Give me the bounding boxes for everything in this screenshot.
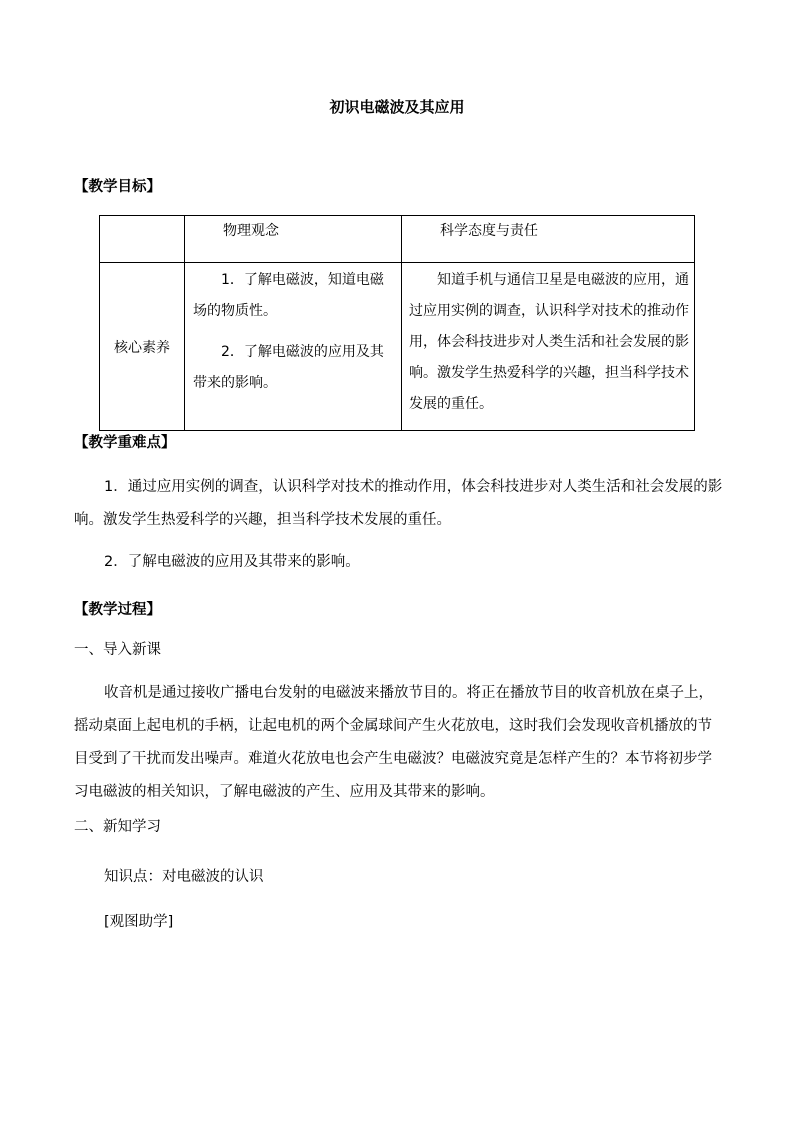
observe-label: [观图助学] — [104, 914, 174, 930]
knowledge-point: 知识点：对电磁波的认识 — [104, 869, 264, 885]
table-header-attitude — [402, 216, 695, 263]
table-header-row — [100, 216, 695, 263]
keypoint-2: 2．了解电磁波的应用及其带来的影响。 — [104, 554, 360, 570]
keypoint-1: 1．通过应用实例的调查，认识科学对技术的推动作用，体会科技进步对人类生活和社会发展的影响。激发学生热爱科学的兴趣，担当科学技术发展的重任。 — [74, 479, 723, 528]
physics-item-1: 1．了解电磁波，知道电磁场的物质性。 — [193, 272, 384, 319]
part1-title: 一、导入新课 — [74, 642, 161, 658]
part2-title: 二、新知学习 — [74, 819, 161, 835]
table-row-core — [100, 263, 695, 431]
table-header-attitude-label: 科学态度与责任 — [440, 223, 538, 239]
table-cell-physics — [185, 263, 402, 431]
physics-item-2: 2．了解电磁波的应用及其带来的影响。 — [193, 344, 384, 391]
table-header-physics-label: 物理观念 — [223, 223, 279, 239]
section-heading-process: 【教学过程】 — [74, 602, 161, 618]
attitude-text: 知道手机与通信卫星是电磁波的应用，通过应用实例的调查，认识科学对技术的推动作用，体会科技进步对人类生活和社会发展的影响。激发学生热爱科学的兴趣，担当科学技术发展的重任。 — [409, 272, 689, 412]
part1-text: 收音机是通过接收广播电台发射的电磁波来播放节目的。将正在播放节目的收音机放在桌子上，摇动桌面上起电机的手柄，让起电机的两个金属球间产生火花放电，这时我们会发现收音机播放的节目受到了干扰而发出噪声。难道火花放电也会产生电磁波？电磁波究竟是怎样产生的？本节将初步学习电磁波的相关知识，了解电磁波的产生、应用及其带来的影响。 — [74, 685, 713, 800]
section-heading-objectives: 【教学目标】 — [74, 179, 161, 195]
table-header-physics — [185, 216, 402, 263]
table-row-label: 核心素养 — [100, 263, 185, 431]
section-heading-keypoints: 【教学重难点】 — [74, 435, 176, 451]
table-cell-attitude — [402, 263, 695, 431]
table-header-empty — [100, 216, 185, 263]
document-title: 初识电磁波及其应用 — [329, 98, 465, 116]
objectives-table — [99, 215, 695, 431]
